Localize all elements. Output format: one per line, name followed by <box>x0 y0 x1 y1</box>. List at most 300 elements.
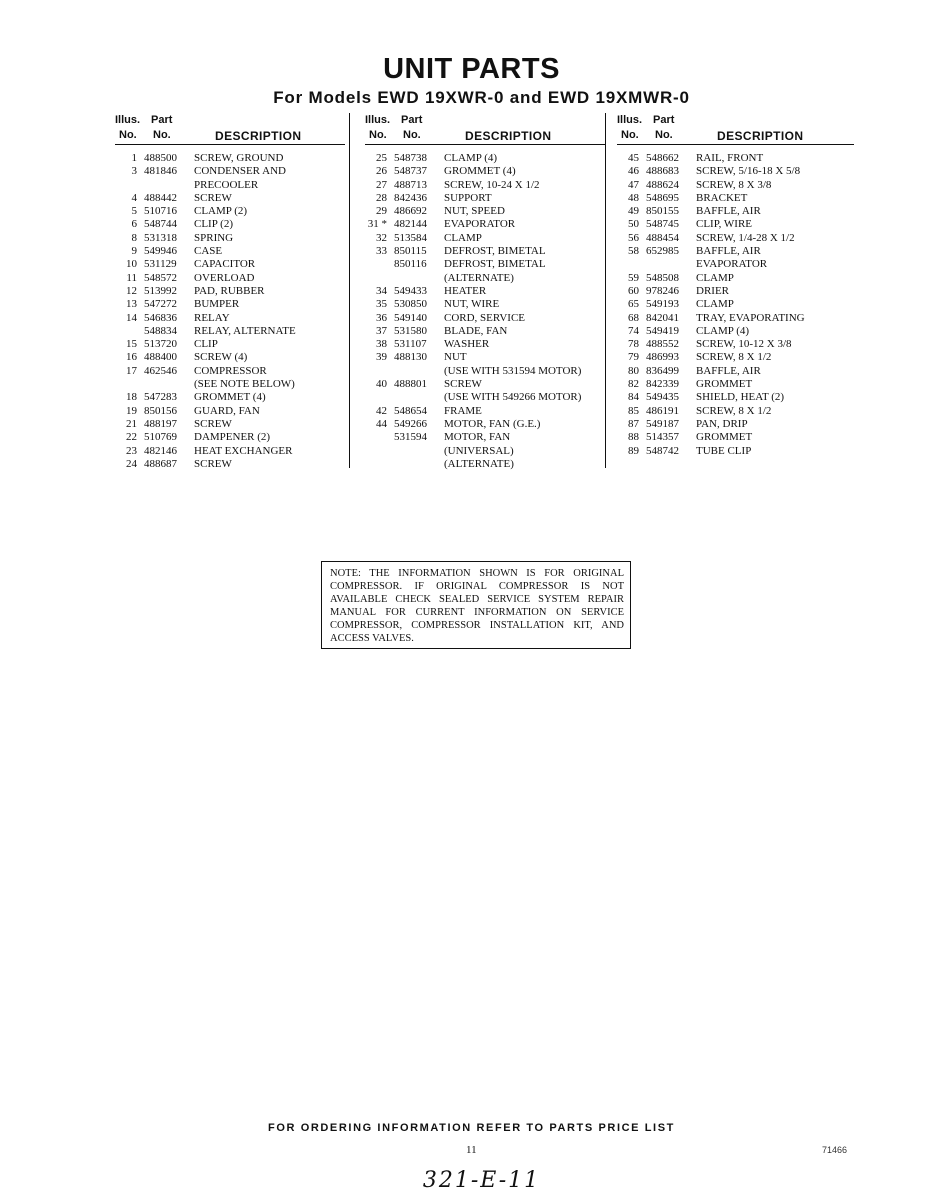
illus-number: 31 * <box>367 218 387 231</box>
part-number: 836499 <box>646 364 679 377</box>
part-number: 548695 <box>646 191 679 204</box>
parts-row <box>115 312 345 325</box>
parts-row <box>617 405 854 418</box>
illus-number: 35 <box>376 298 387 311</box>
part-description: CONDENSER AND <box>194 165 286 178</box>
part-number: 549266 <box>394 417 427 430</box>
part-number: 488687 <box>144 457 177 470</box>
column-header <box>365 114 605 144</box>
illus-number: 85 <box>628 404 639 417</box>
parts-row <box>115 232 345 245</box>
parts-row <box>365 431 605 444</box>
part-number: 488713 <box>394 178 427 191</box>
illus-number: 39 <box>376 351 387 364</box>
illus-number: 33 <box>376 245 387 258</box>
part-description: SUPPORT <box>444 191 492 204</box>
part-description: CLIP <box>194 338 218 351</box>
part-description: NUT, WIRE <box>444 298 500 311</box>
parts-row <box>617 218 854 231</box>
illus-number: 45 <box>628 152 639 164</box>
illus-number: 42 <box>376 404 387 417</box>
part-number: 486191 <box>646 404 679 417</box>
part-description: SCREW <box>194 191 232 204</box>
part-description: SCREW, 10-24 X 1/2 <box>444 178 540 191</box>
part-number: 850156 <box>144 404 177 417</box>
description-header: DESCRIPTION <box>465 129 552 143</box>
part-description: PRECOOLER <box>194 178 259 191</box>
parts-row <box>617 391 854 404</box>
parts-column-3 <box>617 114 854 458</box>
header-rule <box>617 144 854 145</box>
part-number: 531594 <box>394 431 427 444</box>
column-divider <box>605 113 606 468</box>
page-title: UNIT PARTS <box>383 53 560 85</box>
part-number: 549946 <box>144 245 177 258</box>
parts-row <box>115 298 345 311</box>
illus-header-line1: Illus. <box>365 114 391 126</box>
parts-row <box>115 338 345 351</box>
parts-row <box>617 232 854 245</box>
parts-row <box>617 445 854 458</box>
part-description: SCREW, GROUND <box>194 152 284 164</box>
part-number: 548738 <box>394 152 427 164</box>
part-description: MOTOR, FAN <box>444 431 511 444</box>
part-number: 549140 <box>394 311 427 324</box>
parts-row <box>115 418 345 431</box>
illus-number: 84 <box>628 391 639 404</box>
part-description: SCREW <box>444 378 482 391</box>
illus-number: 48 <box>628 191 639 204</box>
part-number: 488552 <box>646 338 679 351</box>
part-description: RAIL, FRONT <box>696 152 764 164</box>
part-number: 850116 <box>394 258 427 271</box>
part-description: SCREW (4) <box>194 351 248 364</box>
parts-row <box>365 245 605 258</box>
part-description: DEFROST, BIMETAL <box>444 245 546 258</box>
parts-row <box>115 458 345 471</box>
illus-number: 3 <box>131 165 137 178</box>
parts-row <box>365 365 605 378</box>
part-description: (ALTERNATE) <box>444 271 514 284</box>
part-description: FRAME <box>444 404 482 417</box>
part-description: GROMMET <box>696 431 753 444</box>
parts-row <box>617 431 854 444</box>
column-header <box>115 114 345 144</box>
illus-number: 37 <box>376 324 387 337</box>
parts-row <box>115 165 345 178</box>
illus-number: 19 <box>126 404 137 417</box>
parts-row <box>617 351 854 364</box>
part-number: 486692 <box>394 205 427 218</box>
page-number: 11 <box>466 1144 477 1156</box>
part-number: 482144 <box>394 218 427 231</box>
part-number: 488442 <box>144 191 177 204</box>
part-description: MOTOR, FAN (G.E.) <box>444 417 541 430</box>
illus-number: 28 <box>376 191 387 204</box>
part-number: 488130 <box>394 351 427 364</box>
part-number: 850155 <box>646 205 679 218</box>
illus-number: 22 <box>126 431 137 444</box>
part-description: (SEE NOTE BELOW) <box>194 378 295 391</box>
part-number: 513584 <box>394 231 427 244</box>
part-description: CLAMP (4) <box>696 324 750 337</box>
parts-row <box>365 285 605 298</box>
part-description: BAFFLE, AIR <box>696 364 761 377</box>
illus-header-line2: No. <box>119 129 137 141</box>
part-number: 488683 <box>646 165 679 178</box>
part-description: SCREW, 8 X 3/8 <box>696 178 772 191</box>
illus-number: 13 <box>126 298 137 311</box>
part-description: NUT <box>444 351 467 364</box>
parts-row <box>365 325 605 338</box>
illus-number: 32 <box>376 231 387 244</box>
illus-number: 38 <box>376 338 387 351</box>
parts-row <box>115 218 345 231</box>
part-number: 488624 <box>646 178 679 191</box>
illus-number: 82 <box>628 378 639 391</box>
part-description: RELAY, ALTERNATE <box>194 324 296 337</box>
illus-header-line2: No. <box>621 129 639 141</box>
part-number: 486993 <box>646 351 679 364</box>
part-header-line1: Part <box>151 114 173 126</box>
parts-row <box>365 258 605 271</box>
parts-row <box>115 179 345 192</box>
part-description: GROMMET (4) <box>444 165 516 178</box>
part-description: DEFROST, BIMETAL <box>444 258 546 271</box>
part-number: 513720 <box>144 338 177 351</box>
parts-row <box>617 285 854 298</box>
illus-number: 14 <box>126 311 137 324</box>
part-number: 546836 <box>144 311 177 324</box>
part-number: 548834 <box>144 324 177 337</box>
illus-number: 16 <box>126 351 137 364</box>
part-number: 488801 <box>394 378 427 391</box>
part-number: 548745 <box>646 218 679 231</box>
part-number: 978246 <box>646 284 679 297</box>
part-description: CLAMP (4) <box>444 152 498 164</box>
part-description: SCREW, 8 X 1/2 <box>696 351 772 364</box>
column-divider <box>349 113 350 468</box>
parts-row <box>365 232 605 245</box>
part-number: 548508 <box>646 271 679 284</box>
parts-row <box>115 405 345 418</box>
illus-number: 47 <box>628 178 639 191</box>
column-header <box>617 114 854 144</box>
illus-number: 78 <box>628 338 639 351</box>
parts-row <box>365 418 605 431</box>
part-description: TUBE CLIP <box>696 444 752 457</box>
illus-number: 18 <box>126 391 137 404</box>
ordering-footer: FOR ORDERING INFORMATION REFER TO PARTS PRICE LIST <box>268 1122 675 1134</box>
parts-column-1 <box>115 114 345 471</box>
part-header-line2: No. <box>403 129 421 141</box>
illus-number: 50 <box>628 218 639 231</box>
parts-row <box>115 325 345 338</box>
part-description: NUT, SPEED <box>444 205 505 218</box>
parts-row <box>115 152 345 165</box>
part-number: 842436 <box>394 191 427 204</box>
parts-column-2 <box>365 114 605 471</box>
part-description: SCREW, 10-12 X 3/8 <box>696 338 792 351</box>
illus-number: 25 <box>376 152 387 164</box>
part-description: BLADE, FAN <box>444 324 508 337</box>
part-number: 549419 <box>646 324 679 337</box>
part-number: 488197 <box>144 417 177 430</box>
part-description: CASE <box>194 245 223 258</box>
part-number: 531318 <box>144 231 177 244</box>
illus-number: 10 <box>126 258 137 271</box>
part-number: 530850 <box>394 298 427 311</box>
parts-row <box>115 378 345 391</box>
parts-list <box>617 152 854 458</box>
illus-number: 49 <box>628 205 639 218</box>
illus-number: 29 <box>376 205 387 218</box>
illus-number: 6 <box>131 218 137 231</box>
part-description: EVAPORATOR <box>696 258 768 271</box>
header-rule <box>115 144 345 145</box>
part-description: PAD, RUBBER <box>194 284 265 297</box>
description-header: DESCRIPTION <box>717 129 804 143</box>
parts-row <box>115 445 345 458</box>
illus-number: 27 <box>376 178 387 191</box>
part-description: DRIER <box>696 284 729 297</box>
parts-row <box>365 445 605 458</box>
illus-number: 34 <box>376 284 387 297</box>
parts-row <box>617 165 854 178</box>
part-number: 548654 <box>394 404 427 417</box>
part-description: (UNIVERSAL) <box>444 444 514 457</box>
illus-number: 46 <box>628 165 639 178</box>
part-number: 482146 <box>144 444 177 457</box>
part-number: 462546 <box>144 364 177 377</box>
illus-number: 79 <box>628 351 639 364</box>
illus-number: 21 <box>126 417 137 430</box>
part-number: 510716 <box>144 205 177 218</box>
part-description: SCREW <box>194 457 232 470</box>
part-description: SPRING <box>194 231 234 244</box>
part-description: CLAMP <box>444 231 482 244</box>
parts-row <box>617 325 854 338</box>
part-description: (USE WITH 549266 MOTOR) <box>444 391 582 404</box>
handwritten-reference: 321-E-11 <box>422 1168 541 1193</box>
part-number: 514357 <box>646 431 679 444</box>
part-description: CAPACITOR <box>194 258 256 271</box>
parts-row <box>617 245 854 258</box>
part-description: SHIELD, HEAT (2) <box>696 391 785 404</box>
illus-number: 15 <box>126 338 137 351</box>
part-description: TRAY, EVAPORATING <box>696 311 805 324</box>
part-description: GUARD, FAN <box>194 404 260 417</box>
illus-number: 44 <box>376 417 387 430</box>
part-description: CLAMP (2) <box>194 205 248 218</box>
part-number: 488454 <box>646 231 679 244</box>
parts-row <box>617 378 854 391</box>
illus-number: 56 <box>628 231 639 244</box>
part-description: CLIP (2) <box>194 218 234 231</box>
illus-number: 87 <box>628 417 639 430</box>
parts-row <box>365 165 605 178</box>
part-description: PAN, DRIP <box>696 417 748 430</box>
parts-list <box>365 152 605 471</box>
part-description: (USE WITH 531594 MOTOR) <box>444 364 582 377</box>
models-subtitle: For Models EWD 19XWR-0 and EWD 19XMWR-0 <box>273 88 690 107</box>
part-number: 548662 <box>646 152 679 164</box>
part-description: (ALTERNATE) <box>444 457 514 470</box>
part-description: GROMMET <box>696 378 753 391</box>
parts-row <box>617 338 854 351</box>
illus-header-line1: Illus. <box>115 114 141 126</box>
part-number: 549435 <box>646 391 679 404</box>
illus-number: 11 <box>126 271 137 284</box>
illus-number: 65 <box>628 298 639 311</box>
parts-row <box>115 285 345 298</box>
parts-row <box>365 458 605 471</box>
compressor-note: NOTE: THE INFORMATION SHOWN IS FOR ORIGINAL COMPRESSOR. IF ORIGINAL COMPRESSOR IS NOT AVAILABLE CHECK SEALED SERVICE SYSTEM REPAIR MANUAL FOR CURRENT INFORMATION ON SERVICE COMPRESSOR, COMPRESSOR INSTALLATION KIT, AND ACCESS VALVES. <box>321 561 631 649</box>
part-description: HEATER <box>444 284 487 297</box>
illus-number: 80 <box>628 364 639 377</box>
parts-row <box>617 365 854 378</box>
illus-number: 36 <box>376 311 387 324</box>
part-description: CLAMP <box>696 271 734 284</box>
parts-row <box>365 205 605 218</box>
part-number: 842041 <box>646 311 679 324</box>
parts-row <box>365 298 605 311</box>
parts-row <box>617 152 854 165</box>
part-description: BAFFLE, AIR <box>696 205 761 218</box>
part-description: BUMPER <box>194 298 240 311</box>
part-description: SCREW, 8 X 1/2 <box>696 404 772 417</box>
part-number: 488400 <box>144 351 177 364</box>
parts-row <box>365 192 605 205</box>
parts-row <box>115 351 345 364</box>
illus-number: 12 <box>126 284 137 297</box>
part-description: BAFFLE, AIR <box>696 245 761 258</box>
parts-row <box>365 152 605 165</box>
parts-row <box>617 179 854 192</box>
part-description: CLIP, WIRE <box>696 218 753 231</box>
parts-row <box>365 312 605 325</box>
illus-number: 68 <box>628 311 639 324</box>
part-description: SCREW, 1/4-28 X 1/2 <box>696 231 795 244</box>
illus-number: 59 <box>628 271 639 284</box>
document-code: 71466 <box>821 1145 847 1155</box>
part-number: 548737 <box>394 165 427 178</box>
part-header-line1: Part <box>401 114 423 126</box>
illus-number: 26 <box>376 165 387 178</box>
part-number: 652985 <box>646 245 679 258</box>
parts-row <box>115 245 345 258</box>
illus-number: 1 <box>131 152 137 164</box>
parts-row <box>365 218 605 231</box>
part-header-line2: No. <box>655 129 673 141</box>
part-number: 547283 <box>144 391 177 404</box>
parts-row <box>617 205 854 218</box>
part-number: 549193 <box>646 298 679 311</box>
parts-row <box>115 391 345 404</box>
illus-number: 5 <box>131 205 137 218</box>
illus-number: 17 <box>126 364 137 377</box>
part-description: BRACKET <box>696 191 748 204</box>
parts-row <box>365 405 605 418</box>
illus-number: 40 <box>376 378 387 391</box>
illus-number: 58 <box>628 245 639 258</box>
parts-row <box>115 205 345 218</box>
part-number: 513992 <box>144 284 177 297</box>
parts-row <box>365 378 605 391</box>
header-rule <box>365 144 605 145</box>
parts-row <box>617 312 854 325</box>
illus-header-line1: Illus. <box>617 114 643 126</box>
part-description: HEAT EXCHANGER <box>194 444 293 457</box>
part-number: 549187 <box>646 417 679 430</box>
part-number: 531107 <box>394 338 427 351</box>
part-description: COMPRESSOR <box>194 364 267 377</box>
part-description: SCREW, 5/16-18 X 5/8 <box>696 165 801 178</box>
part-number: 547272 <box>144 298 177 311</box>
parts-list <box>115 152 345 471</box>
part-description: CLAMP <box>696 298 734 311</box>
illus-number: 74 <box>628 324 639 337</box>
part-number: 850115 <box>394 245 427 258</box>
part-number: 531580 <box>394 324 427 337</box>
illus-number: 88 <box>628 431 639 444</box>
illus-number: 8 <box>131 231 137 244</box>
part-description: RELAY <box>194 311 230 324</box>
part-description: SCREW <box>194 417 232 430</box>
part-number: 488500 <box>144 152 177 164</box>
part-header-line1: Part <box>653 114 675 126</box>
parts-row <box>365 338 605 351</box>
parts-row <box>115 258 345 271</box>
part-number: 510769 <box>144 431 177 444</box>
parts-row <box>365 272 605 285</box>
illus-number: 9 <box>131 245 137 258</box>
parts-row <box>115 431 345 444</box>
parts-row <box>115 365 345 378</box>
parts-row <box>365 351 605 364</box>
parts-row <box>617 192 854 205</box>
parts-row <box>365 391 605 404</box>
part-number: 531129 <box>144 258 177 271</box>
part-number: 481846 <box>144 165 177 178</box>
parts-row <box>617 298 854 311</box>
parts-row <box>365 179 605 192</box>
parts-row <box>617 418 854 431</box>
illus-header-line2: No. <box>369 129 387 141</box>
part-description: DAMPENER (2) <box>194 431 271 444</box>
part-description: GROMMET (4) <box>194 391 266 404</box>
part-description: CORD, SERVICE <box>444 311 526 324</box>
parts-row <box>115 272 345 285</box>
illus-number: 23 <box>126 444 137 457</box>
description-header: DESCRIPTION <box>215 129 302 143</box>
illus-number: 4 <box>131 191 137 204</box>
part-description: WASHER <box>444 338 490 351</box>
part-header-line2: No. <box>153 129 171 141</box>
illus-number: 24 <box>126 457 137 470</box>
parts-row <box>617 272 854 285</box>
part-description: OVERLOAD <box>194 271 255 284</box>
illus-number: 89 <box>628 444 639 457</box>
part-number: 548744 <box>144 218 177 231</box>
part-number: 842339 <box>646 378 679 391</box>
part-number: 549433 <box>394 284 427 297</box>
part-number: 548572 <box>144 271 177 284</box>
parts-row <box>617 258 854 271</box>
illus-number: 60 <box>628 284 639 297</box>
part-number: 548742 <box>646 444 679 457</box>
part-description: EVAPORATOR <box>444 218 516 231</box>
